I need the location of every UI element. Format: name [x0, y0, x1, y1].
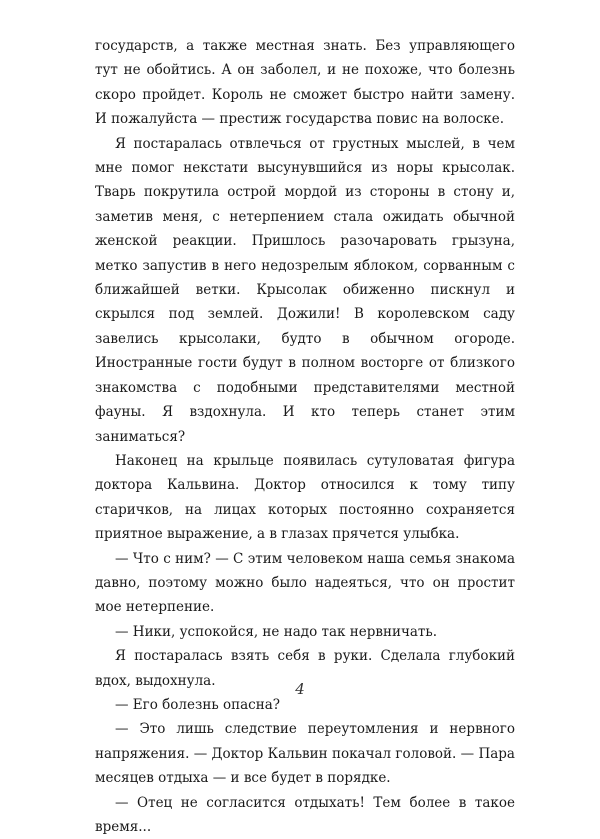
paragraph: — Отец не согласится отдыхать! Тем более в такое время... [95, 794, 515, 835]
paragraph: — Ники, успокойся, не надо так нервничать. [115, 623, 438, 640]
paragraph: — Что с ним? — С этим человеком наша семья знакома давно, поэтому можно было надеяться, что он простит мое нетерпение. [95, 550, 515, 616]
page-number: 4 [295, 680, 305, 698]
page-body-text [95, 34, 515, 839]
paragraph: государств, а также местная знать. Без управляющего тут не обойтись. А он заболел, и не похоже, что болезнь скоро пройдет. Король не сможет быстро найти замену. И пожалуйста — престиж государства повис на волоске. [95, 38, 515, 128]
paragraph: — Это лишь следствие переутомления и нервного напряжения. — Доктор Кальвин покачал головой. — Пара месяцев отдыха — и все будет в порядке. [95, 721, 515, 787]
paragraph: Я постаралась взять себя в руки. Сделала глубокий вдох, выдохнула. [95, 648, 515, 689]
paragraph: Я постаралась отвлечься от грустных мыслей, в чем мне помог некстати высунувшийся из норы крысолак. Тварь покрутила острой мордой из стороны в стону и, заметив меня, с нетерпением стала ожидать обычной женской реакции. Пришлось разочаровать грызуна, метко запустив в него недозрелым яблоком, сорванным с ближайшей ветки. Крысолак обиженно пискнул и скрылся под землей. Дожили! В королевском саду завелись крысолаки, будто в обычном огороде. Иностранные гости будут в полном восторге от близкого знакомства с подобными представителями местной фауны. Я вздохнула. И кто теперь станет этим заниматься? [95, 135, 515, 445]
paragraph: Наконец на крыльце появилась сутуловатая фигура доктора Кальвина. Доктор относился к тому типу старичков, на лицах которых постоянно сохраняется приятное выражение, а в глазах прячется улыбка. [95, 452, 515, 543]
paragraph: — Его болезнь опасна? [115, 696, 280, 713]
